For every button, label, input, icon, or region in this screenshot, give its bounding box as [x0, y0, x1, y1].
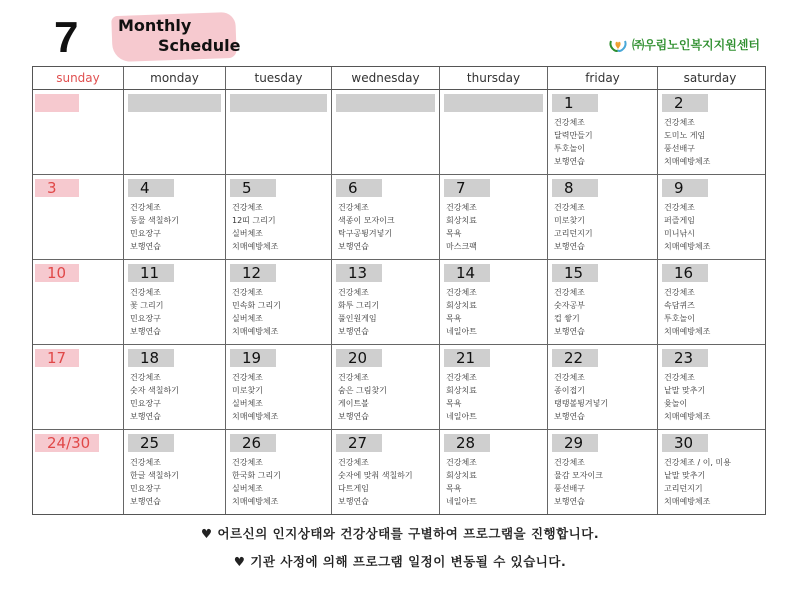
week-row — [33, 430, 765, 514]
activity-item: 보행연습 — [338, 497, 369, 506]
activity-item: 실버체조 — [232, 399, 263, 408]
activity-item: 건강체조 — [130, 373, 161, 382]
date-number: 4 — [140, 179, 150, 197]
day-cell — [124, 430, 226, 514]
day-cell — [548, 345, 658, 429]
weekday-sunday: sunday — [33, 67, 124, 89]
activity-item: 보행연습 — [554, 242, 585, 251]
activity-list — [338, 286, 379, 338]
activity-item: 달력만들기 — [554, 131, 593, 140]
week-row — [33, 175, 765, 260]
activity-item: 건강체조 — [664, 203, 695, 212]
activity-item: 한국화 그리기 — [232, 471, 281, 480]
activity-item: 치매예방체조 — [232, 327, 279, 336]
week-row — [33, 260, 765, 345]
activity-item: 보행연습 — [338, 412, 369, 421]
week-row — [33, 345, 765, 430]
day-cell — [332, 90, 440, 174]
org-logo-icon — [608, 37, 628, 53]
title-line-2: Schedule — [158, 36, 241, 55]
date-number: 27 — [348, 434, 368, 452]
activity-list — [338, 201, 395, 253]
activity-list — [446, 201, 477, 253]
weekday-saturday: saturday — [683, 71, 737, 85]
activity-item: 게이트볼 — [338, 399, 369, 408]
calendar-rows — [33, 90, 765, 514]
activity-item: 건강체조 — [446, 373, 477, 382]
day-cell — [124, 90, 226, 174]
activity-item: 목욕 — [446, 399, 462, 408]
activity-item: 민요장구 — [130, 399, 161, 408]
activity-item: 치매예방체조 — [664, 157, 711, 166]
activity-list — [130, 456, 179, 508]
activity-item: 건강체조 — [554, 373, 585, 382]
calendar-grid — [32, 66, 766, 515]
activity-list — [232, 456, 281, 508]
activity-list — [446, 371, 477, 423]
sunday-date: 3 — [47, 179, 57, 197]
activity-item: 민요장구 — [130, 229, 161, 238]
page-title — [118, 16, 240, 56]
activity-item: 건강체조 — [554, 118, 585, 127]
activity-item: 치매예방체조 — [232, 497, 279, 506]
activity-list — [232, 201, 278, 253]
activity-item: 건강체조 — [130, 458, 161, 467]
date-bar — [444, 179, 490, 197]
activity-item: 민요장구 — [130, 484, 161, 493]
day-cell — [124, 175, 226, 259]
activity-item: 물감 모자이크 — [554, 471, 603, 480]
sunday-highlight — [35, 179, 79, 197]
day-cell — [226, 345, 332, 429]
date-number: 6 — [348, 179, 358, 197]
activity-list — [338, 456, 413, 508]
sunday-highlight — [35, 94, 79, 112]
empty-date-bar — [230, 94, 327, 112]
weekday-tuesday: tuesday — [226, 67, 332, 89]
activity-list — [554, 371, 608, 423]
date-number: 15 — [564, 264, 584, 282]
date-number: 26 — [242, 434, 262, 452]
day-cell — [124, 345, 226, 429]
activity-item: 건강체조 — [338, 203, 369, 212]
activity-list — [130, 286, 163, 338]
activity-item: 건강체조 / 이, 미용 — [664, 458, 731, 467]
activity-list — [554, 116, 593, 168]
date-number: 25 — [140, 434, 160, 452]
activity-item: 보행연습 — [130, 497, 161, 506]
activity-item: 건강체조 — [554, 288, 585, 297]
date-number: 8 — [564, 179, 574, 197]
date-number: 11 — [140, 264, 160, 282]
activity-item: 건강체조 — [338, 458, 369, 467]
activity-item: 동물 색칠하기 — [130, 216, 179, 225]
date-number: 2 — [674, 94, 684, 112]
activity-item: 탱탱볼튕겨넣기 — [554, 399, 609, 408]
note-2: ♥ 기관 사정에 의해 프로그램 일정이 변동될 수 있습니다. — [233, 554, 567, 569]
day-cell — [124, 260, 226, 344]
day-cell — [33, 175, 124, 259]
activity-item: 보행연습 — [338, 327, 369, 336]
activity-item: 색종이 모자이크 — [338, 216, 395, 225]
activity-item: 건강체조 — [232, 203, 263, 212]
activity-item: 다트게임 — [338, 484, 369, 493]
day-cell — [658, 345, 762, 429]
date-number: 14 — [456, 264, 476, 282]
date-number: 16 — [674, 264, 694, 282]
activity-list — [130, 371, 179, 423]
activity-item: 미로찾기 — [232, 386, 263, 395]
date-number: 13 — [348, 264, 368, 282]
activity-item: 회상치료 — [446, 301, 477, 310]
activity-list — [130, 201, 179, 253]
activity-item: 풀인원게임 — [338, 314, 377, 323]
date-number: 9 — [674, 179, 684, 197]
activity-list — [664, 371, 710, 423]
activity-list — [232, 371, 278, 423]
date-number: 5 — [242, 179, 252, 197]
activity-list — [554, 201, 593, 253]
activity-item: 건강체조 — [232, 373, 263, 382]
activity-item: 치매예방체조 — [232, 242, 279, 251]
date-number: 1 — [564, 94, 574, 112]
date-number: 20 — [348, 349, 368, 367]
day-cell — [548, 90, 658, 174]
organization — [608, 36, 760, 53]
day-cell — [440, 90, 548, 174]
org-name: ㈜우림노인복지지원센터 — [632, 38, 760, 52]
weekday-thursday: thursday — [440, 67, 548, 89]
week-row — [33, 90, 765, 175]
activity-item: 네일아트 — [446, 412, 477, 421]
activity-item: 건강체조 — [554, 458, 585, 467]
day-cell — [226, 175, 332, 259]
day-cell — [332, 430, 440, 514]
activity-item: 윷놀이 — [664, 399, 688, 408]
activity-item: 고리던지기 — [664, 484, 703, 493]
date-number: 30 — [674, 434, 694, 452]
sunday-date: 10 — [47, 264, 67, 282]
day-cell — [658, 430, 762, 514]
activity-item: 건강체조 — [130, 203, 161, 212]
date-bar — [552, 94, 598, 112]
day-cell — [33, 90, 124, 174]
activity-item: 보행연습 — [130, 327, 161, 336]
day-cell — [332, 175, 440, 259]
notes — [0, 524, 800, 580]
day-cell — [33, 260, 124, 344]
day-cell — [440, 345, 548, 429]
date-bar — [552, 179, 598, 197]
weekday-header — [33, 67, 765, 90]
weekday-monday: monday — [124, 67, 226, 89]
date-number: 7 — [456, 179, 466, 197]
weekday-wednesday: wednesday — [332, 67, 440, 89]
activity-list — [664, 201, 710, 253]
activity-item: 보행연습 — [338, 242, 369, 251]
day-cell — [332, 260, 440, 344]
activity-item: 민요장구 — [130, 314, 161, 323]
date-number: 12 — [242, 264, 262, 282]
activity-item: 숫자공부 — [554, 301, 585, 310]
activity-item: 숨은 그림찾기 — [338, 386, 387, 395]
activity-item: 보행연습 — [554, 327, 585, 336]
activity-item: 컵 쌓기 — [554, 314, 580, 323]
day-cell — [226, 90, 332, 174]
activity-item: 건강체조 — [554, 203, 585, 212]
activity-list — [664, 286, 710, 338]
activity-item: 회상치료 — [446, 471, 477, 480]
day-cell — [548, 260, 658, 344]
day-cell — [332, 345, 440, 429]
activity-item: 풍선배구 — [554, 484, 585, 493]
activity-item: 탁구공튕겨넣기 — [338, 229, 393, 238]
activity-item: 치매예방체조 — [664, 412, 711, 421]
activity-list — [554, 286, 585, 338]
empty-date-bar — [336, 94, 435, 112]
date-number: 21 — [456, 349, 476, 367]
activity-item: 화투 그리기 — [338, 301, 380, 310]
activity-item: 풍선배구 — [664, 144, 695, 153]
date-number: 18 — [140, 349, 160, 367]
activity-item: 속담퀴즈 — [664, 301, 695, 310]
date-bar — [662, 179, 708, 197]
activity-item: 건강체조 — [338, 288, 369, 297]
activity-item: 건강체조 — [446, 203, 477, 212]
activity-item: 회상치료 — [446, 386, 477, 395]
day-cell — [548, 430, 658, 514]
date-number: 28 — [456, 434, 476, 452]
activity-item: 실버체조 — [232, 314, 263, 323]
activity-item: 고리던지기 — [554, 229, 593, 238]
activity-item: 치매예방체조 — [232, 412, 279, 421]
day-cell — [440, 430, 548, 514]
activity-item: 미니낚시 — [664, 229, 695, 238]
activity-item: 낱말 맞추기 — [664, 471, 706, 480]
day-cell — [548, 175, 658, 259]
activity-item: 건강체조 — [446, 458, 477, 467]
date-bar — [128, 179, 174, 197]
day-cell — [33, 345, 124, 429]
activity-item: 12띠 그리기 — [232, 216, 276, 225]
day-cell — [440, 260, 548, 344]
date-bar — [662, 94, 708, 112]
activity-item: 목욕 — [446, 229, 462, 238]
activity-item: 치매예방체조 — [664, 497, 711, 506]
activity-item: 건강체조 — [338, 373, 369, 382]
activity-item: 네일아트 — [446, 497, 477, 506]
activity-item: 건강체조 — [446, 288, 477, 297]
activity-item: 건강체조 — [232, 288, 263, 297]
activity-item: 실버체조 — [232, 229, 263, 238]
note-1: ♥ 어르신의 인지상태와 건강상태를 구별하여 프로그램을 진행합니다. — [200, 526, 600, 541]
date-bar — [230, 179, 276, 197]
activity-list — [446, 286, 477, 338]
activity-item: 치매예방체조 — [664, 242, 711, 251]
activity-item: 목욕 — [446, 314, 462, 323]
month-number: 7 — [54, 13, 79, 62]
activity-item: 보행연습 — [554, 497, 585, 506]
activity-item: 네일아트 — [446, 327, 477, 336]
empty-date-bar — [128, 94, 221, 112]
activity-item: 투호놀이 — [554, 144, 585, 153]
day-cell — [226, 430, 332, 514]
activity-item: 치매예방체조 — [664, 327, 711, 336]
activity-list — [554, 456, 603, 508]
activity-item: 건강체조 — [130, 288, 161, 297]
activity-item: 보행연습 — [554, 157, 585, 166]
weekday-friday: friday — [548, 67, 658, 89]
activity-item: 도미노 게임 — [664, 131, 706, 140]
activity-item: 민속화 그리기 — [232, 301, 281, 310]
day-cell — [658, 260, 762, 344]
activity-item: 건강체조 — [664, 373, 695, 382]
activity-item: 퍼즐게임 — [664, 216, 695, 225]
date-number: 19 — [242, 349, 262, 367]
activity-item: 투호놀이 — [664, 314, 695, 323]
activity-list — [664, 116, 710, 168]
day-cell — [226, 260, 332, 344]
activity-item: 보행연습 — [554, 412, 585, 421]
date-number: 22 — [564, 349, 584, 367]
activity-item: 숫자에 맞춰 색칠하기 — [338, 471, 413, 480]
activity-item: 건강체조 — [664, 118, 695, 127]
sunday-date: 24/30 — [47, 434, 91, 452]
activity-item: 회상치료 — [446, 216, 477, 225]
day-cell — [658, 175, 762, 259]
day-cell — [33, 430, 124, 514]
activity-list — [664, 456, 731, 508]
activity-item: 보행연습 — [130, 412, 161, 421]
activity-item: 목욕 — [446, 484, 462, 493]
day-cell — [440, 175, 548, 259]
activity-item: 낱말 맞추기 — [664, 386, 706, 395]
activity-item: 꽃 그리기 — [130, 301, 164, 310]
activity-item: 건강체조 — [232, 458, 263, 467]
activity-item: 미로찾기 — [554, 216, 585, 225]
activity-item: 숫자 색칠하기 — [130, 386, 179, 395]
activity-item: 마스크팩 — [446, 242, 477, 251]
sunday-date: 17 — [47, 349, 67, 367]
empty-date-bar — [444, 94, 543, 112]
date-bar — [336, 179, 382, 197]
activity-item: 한글 색칠하기 — [130, 471, 179, 480]
day-cell — [658, 90, 762, 174]
activity-list — [446, 456, 477, 508]
activity-list — [232, 286, 281, 338]
date-number: 29 — [564, 434, 584, 452]
activity-list — [338, 371, 387, 423]
activity-item: 실버체조 — [232, 484, 263, 493]
activity-item: 보행연습 — [130, 242, 161, 251]
title-line-1: Monthly — [118, 16, 192, 35]
date-number: 23 — [674, 349, 694, 367]
activity-item: 종이접기 — [554, 386, 585, 395]
activity-item: 건강체조 — [664, 288, 695, 297]
